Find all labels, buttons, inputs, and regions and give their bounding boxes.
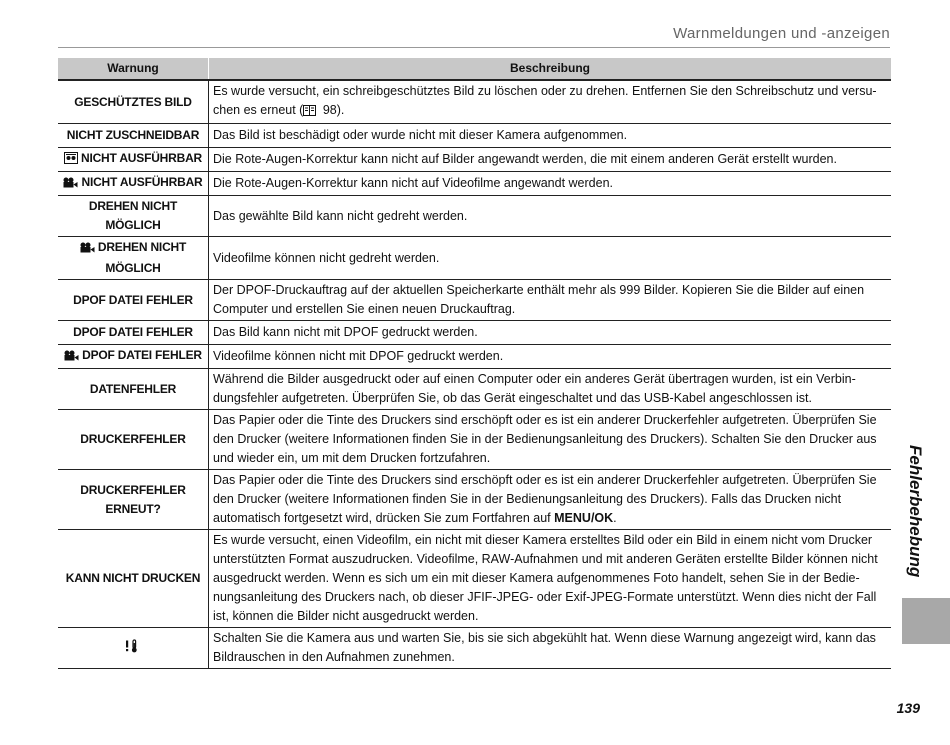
description-cell: Videofilme können nicht mit DPOF gedruckt werden. (209, 345, 892, 369)
description-text: Es wurde versucht, ein schreibgeschütztes Bild zu löschen oder zu drehen. Entfernen Sie den Schreibschutz und versu-chen es erneut ( (213, 84, 877, 117)
warning-text: NICHT AUSFÜHRBAR (81, 175, 203, 189)
description-cell (209, 470, 892, 530)
description-cell: Die Rote-Augen-Korrektur kann nicht auf Bilder angewandt werden, die mit einem anderen Gerät erstellt wurden. (209, 148, 892, 172)
table-row (58, 470, 891, 530)
warning-cell (58, 345, 209, 369)
page-reference: 98). (319, 103, 345, 117)
table-row (58, 196, 891, 237)
warning-cell (58, 369, 209, 410)
warning-text: GESCHÜTZTES BILD (74, 94, 192, 109)
warning-text: DREHEN NICHT MÖGLICH (88, 199, 178, 232)
table-row (58, 280, 891, 321)
warning-cell (58, 124, 209, 148)
warning-cell (58, 530, 209, 628)
warning-cell (58, 410, 209, 470)
warning-cell (58, 280, 209, 321)
header-rule (58, 47, 890, 48)
menu-ok-label: MENU/OK (554, 511, 614, 525)
page-header-title: Warnmeldungen und -anzeigen (673, 25, 890, 42)
movie-camera-icon (63, 175, 78, 194)
warning-cell (58, 628, 209, 669)
description-cell (209, 80, 892, 124)
warning-cell (58, 148, 209, 172)
warning-text: DRUCKERFEHLER (80, 432, 186, 446)
description-text: Das Papier oder die Tinte des Druckers sind erschöpft oder es ist ein anderer Druckerfehler aufgetreten. Überprüfen Sie den Drucker (weitere Informationen finden Sie in der Bedienungsanleitung des Druckers). Falls das Drucken nicht automatisch fortgesetzt wird, drücken Sie zum Fortfahren auf (213, 473, 877, 525)
red-eye-icon (64, 151, 78, 170)
warning-cell (58, 470, 209, 530)
description-cell: Der DPOF-Druckauftrag auf der aktuellen Speicherkarte enthält mehr als 999 Bilder. Kopieren Sie die Bilder auf einen Computer und erstellen Sie einen neuen Druckauftrag. (209, 280, 892, 321)
description-cell: Das gewählte Bild kann nicht gedreht werden. (209, 196, 892, 237)
table-row (58, 345, 891, 369)
warning-text: DATENFEHLER (89, 381, 177, 396)
temperature-warning-icon (125, 639, 139, 659)
table-header-row (58, 58, 891, 80)
description-cell: Das Bild ist beschädigt oder wurde nicht mit dieser Kamera aufgenommen. (209, 124, 892, 148)
table-row (58, 124, 891, 148)
warning-text: DREHEN NICHT MÖGLICH (97, 240, 187, 275)
warning-table (58, 58, 891, 669)
description-cell: Videofilme können nicht gedreht werden. (209, 237, 892, 280)
movie-camera-icon (80, 240, 95, 259)
section-tab-marker (902, 598, 950, 644)
warning-text: DPOF DATEI FEHLER (73, 292, 193, 307)
description-cell: Es wurde versucht, einen Videofilm, ein nicht mit dieser Kamera erstelltes Bild oder ein Bild in einem nicht vom Drucker unterstützten Format auszudrucken. Videofilme, RAW-Aufnahmen und mit anderen Geräten erstellte Bilder können nicht ausgedruckt werden. Wenn es sich um ein mit dieser Kamera aufgenommenes Foto handelt, sehen Sie in der Bedie-nungsanleitung des Druckers nach, ob dieser JFIF-JPEG- oder Exif-JPEG-Formate unterstützt. Wenn dies nicht der Fall ist, können die Bilder nicht ausgedruckt werden. (209, 530, 892, 628)
table-row (58, 530, 891, 628)
description-cell: Die Rote-Augen-Korrektur kann nicht auf Videofilme angewandt werden. (209, 172, 892, 196)
description-cell: Schalten Sie die Kamera aus und warten Sie, bis sie sich abgekühlt hat. Wenn diese Warnung angezeigt wird, kann das Bildrauschen in den Aufnahmen zunehmen. (209, 628, 892, 669)
table-row (58, 369, 891, 410)
book-icon (303, 103, 316, 122)
warning-cell (58, 80, 209, 124)
description-cell: Das Bild kann nicht mit DPOF gedruckt werden. (209, 321, 892, 345)
warning-text: KANN NICHT DRUCKEN (65, 571, 201, 585)
table-row (58, 80, 891, 124)
table-row (58, 410, 891, 470)
warning-cell (58, 172, 209, 196)
description-cell: Das Papier oder die Tinte des Druckers sind erschöpft oder es ist ein anderer Druckerfehler aufgetreten. Überprüfen Sie den Drucker (weitere Informationen finden Sie in der Bedienungsanleitung des Druckers). Schalten Sie den Drucker aus und wieder ein, um mit dem Drucken fortzufahren. (209, 410, 892, 470)
warning-text: DPOF DATEI FEHLER (73, 325, 193, 339)
description-end: . (613, 511, 617, 525)
table-row (58, 148, 891, 172)
table-row (58, 172, 891, 196)
warning-text: NICHT AUSFÜHRBAR (80, 151, 202, 165)
page-number: 139 (896, 700, 920, 716)
table-row (58, 237, 891, 280)
movie-camera-icon (64, 348, 79, 367)
column-header-description: Beschreibung (209, 58, 892, 80)
warning-cell (58, 321, 209, 345)
warning-cell (58, 196, 209, 237)
table-row (58, 321, 891, 345)
warning-text: NICHT ZUSCHNEIDBAR (66, 128, 200, 142)
column-header-warning: Warnung (58, 58, 209, 80)
description-cell: Während die Bilder ausgedruckt oder auf einen Computer oder ein anderes Gerät übertragen wurden, ist ein Verbin-dungsfehler aufgetreten. Überprüfen Sie, ob das Gerät eingeschaltet und das USB-Kabel angeschlossen ist. (209, 369, 892, 410)
warning-cell (58, 237, 209, 280)
warning-text: DRUCKERFEHLER ERNEUT? (80, 482, 186, 516)
warning-text: DPOF DATEI FEHLER (82, 348, 202, 362)
table-row (58, 628, 891, 669)
section-side-label: Fehlerbehebung (906, 445, 925, 578)
